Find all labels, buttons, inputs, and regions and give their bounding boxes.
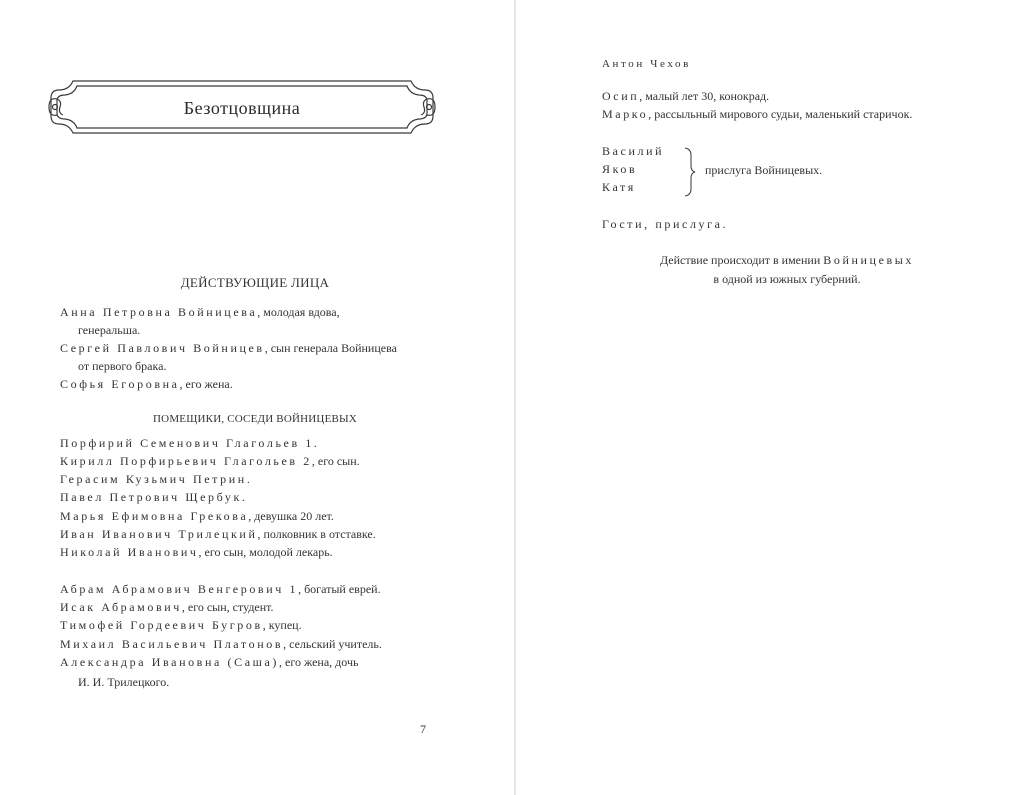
setting-line-2: в одной из южных губерний. (713, 272, 861, 286)
setting-text: Действие происходит в имении (659, 253, 824, 267)
character-name: Михаил Васильевич Платонов (60, 637, 284, 651)
character-desc: . (313, 436, 317, 450)
cast-line (78, 357, 166, 375)
servant-name (602, 178, 636, 196)
running-head (602, 55, 691, 73)
character-desc: , рассыльный мирового судьи, маленький старичок. (648, 107, 913, 121)
character-desc: , полковник в отставке. (257, 527, 376, 541)
character-desc: . (246, 472, 250, 486)
character-name: Павел Петрович Щербук (60, 490, 242, 504)
character-desc: , его жена, дочь (279, 655, 359, 669)
character-desc: , молодая вдова, (257, 305, 340, 319)
cast-line (60, 488, 245, 506)
cast-line (60, 434, 317, 452)
cast-line (60, 598, 274, 616)
character-name: Яков (602, 162, 638, 176)
character-name: Марья Ефимовна Грекова (60, 509, 249, 523)
servants-note: прислуга Войницевых. (705, 163, 823, 177)
character-desc: , его сын. (311, 454, 360, 468)
character-desc: генеральша. (78, 323, 141, 337)
character-desc: , его сын, студент. (181, 600, 274, 614)
character-name: Иван Иванович Трилецкий (60, 527, 258, 541)
character-name: Николай Иванович (60, 545, 199, 559)
character-desc: , сын генерала Войницева (264, 341, 397, 355)
character-desc: , его жена. (179, 377, 233, 391)
character-desc: , сельский учитель. (283, 637, 382, 651)
character-desc: от первого брака. (78, 359, 167, 373)
character-name: Александра Ивановна (Саша) (60, 655, 279, 669)
character-name: Сергей Павлович Войницев (60, 341, 265, 355)
cast-line (78, 321, 140, 339)
page-number: 7 (420, 722, 426, 736)
character-name: Абрам Абрамович Венгерович 1 (60, 582, 299, 596)
character-name: Василий (602, 144, 665, 158)
curly-brace-icon (683, 147, 697, 197)
character-name: Катя (602, 180, 636, 194)
character-name: Кирилл Порфирьевич Глагольев 2 (60, 454, 312, 468)
character-desc: . (241, 490, 245, 504)
servant-name (602, 142, 664, 160)
neighbors-subheading: ПОМЕЩИКИ, СОСЕДИ ВОЙНИЦЕВЫХ (153, 413, 357, 425)
setting-name: Войницевых (823, 253, 915, 267)
cast-line (60, 303, 340, 321)
character-name: Осип (602, 89, 640, 103)
guests-line (602, 215, 728, 233)
servant-name (602, 160, 637, 178)
character-desc: , девушка 20 лет. (248, 509, 334, 523)
cast-line (60, 635, 382, 653)
character-desc: И. И. Трилецкого. (78, 675, 170, 689)
cast-line (60, 580, 381, 598)
cast-line (60, 653, 358, 671)
cast-line (60, 375, 233, 393)
cast-line (60, 452, 360, 470)
character-name: Анна Петровна Войницева (60, 305, 258, 319)
character-name: Герасим Кузьмич Петрин (60, 472, 247, 486)
setting-line-1 (600, 251, 974, 269)
guests-text: Гости, прислуга. (602, 217, 729, 231)
cast-line (60, 470, 250, 488)
cast-line (60, 616, 302, 634)
character-desc: , его сын, молодой лекарь. (198, 545, 333, 559)
cast-line (60, 507, 334, 525)
character-name: Софья Егоровна (60, 377, 180, 391)
dramatis-personae-heading: ДЕЙСТВУЮЩИЕ ЛИЦА (180, 275, 330, 290)
cast-line (78, 673, 169, 691)
character-name: Порфирий Семенович Глагольев 1 (60, 436, 314, 450)
character-name: Марко (602, 107, 649, 121)
character-desc: , малый лет 30, конокрад. (639, 89, 770, 103)
cast-line (60, 525, 376, 543)
character-name: Исак Абрамович (60, 600, 182, 614)
cast-line (602, 105, 912, 123)
running-head-text: Антон Чехов (602, 58, 691, 70)
cast-line (60, 543, 333, 561)
play-title: Безотцовщина (183, 98, 301, 118)
character-desc: , купец. (262, 618, 302, 632)
cast-line (602, 87, 769, 105)
character-desc: , богатый еврей. (298, 582, 381, 596)
character-name: Тимофей Гордеевич Бугров (60, 618, 263, 632)
cast-line (60, 339, 397, 357)
